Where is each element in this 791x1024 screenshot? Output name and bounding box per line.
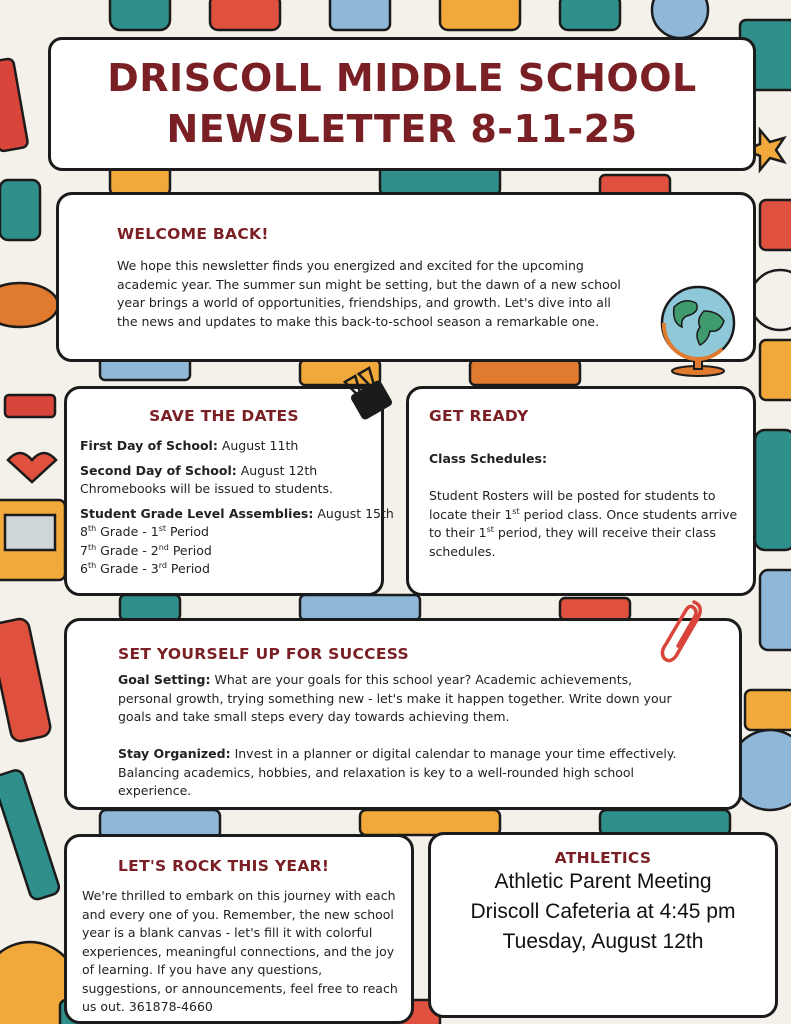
goal-setting-paragraph bbox=[118, 671, 688, 727]
assemblies-line bbox=[80, 505, 394, 524]
athletics-heading: ATHLETICS bbox=[554, 849, 652, 867]
ordinal-suffix: st bbox=[486, 524, 494, 534]
second-day-value: August 12th bbox=[240, 462, 318, 478]
get-ready-section bbox=[406, 386, 756, 596]
rock-text: We're thrilled to embark on this journey with each and every one of you. Remember, the new school year is a blank canvas - let's fill it with colorful experiences, meaningful connections, and the joy of learning. If you have any questions, suggestions, or announcements, feel free to reach us out. 361878-4660 bbox=[82, 888, 398, 1014]
save-the-dates-list bbox=[80, 437, 394, 579]
success-heading: SET YOURSELF UP FOR SUCCESS bbox=[118, 645, 409, 663]
period-suffix: nd bbox=[158, 542, 169, 552]
goal-setting-label: Goal Setting: bbox=[118, 672, 211, 687]
assembly-8th bbox=[80, 523, 385, 542]
grade-suffix: th bbox=[87, 542, 97, 552]
grade-word: Grade - bbox=[100, 542, 151, 558]
rock-heading: LET'S ROCK THIS YEAR! bbox=[118, 857, 330, 875]
athletics-meeting-title: Athletic Parent Meeting bbox=[494, 870, 712, 893]
grade-number: 8 bbox=[80, 524, 88, 539]
class-schedules-subheading: Class Schedules: bbox=[429, 451, 547, 466]
assembly-7th bbox=[80, 542, 385, 561]
binder-clip-icon bbox=[340, 366, 396, 422]
athletics-section bbox=[428, 832, 778, 1018]
stay-organized-label: Stay Organized: bbox=[118, 746, 231, 761]
athletics-meeting-date: Tuesday, August 12th bbox=[502, 930, 704, 953]
assembly-6th bbox=[80, 560, 385, 579]
period-suffix: st bbox=[158, 523, 166, 533]
header-banner bbox=[48, 37, 756, 171]
grade-number: 7 bbox=[80, 542, 88, 558]
assemblies-label: Student Grade Level Assemblies: bbox=[80, 505, 314, 521]
athletics-meeting-location: Driscoll Cafeteria at 4:45 pm bbox=[470, 900, 736, 923]
success-section bbox=[64, 618, 742, 810]
paperclip-icon bbox=[660, 596, 710, 666]
text-part: Student Rosters will be posted for students to locate their 1 bbox=[429, 488, 716, 522]
get-ready-text bbox=[429, 487, 741, 561]
second-day-label: Second Day of School: bbox=[80, 462, 237, 478]
globe-icon bbox=[652, 281, 744, 377]
newsletter-title-line1: DRISCOLL MIDDLE SCHOOL bbox=[107, 56, 697, 100]
welcome-heading: WELCOME BACK! bbox=[117, 225, 269, 243]
get-ready-heading: GET READY bbox=[429, 407, 529, 425]
text-part: period class. Once students arrive to their 1 bbox=[429, 506, 738, 540]
text-part: period, they will receive their class schedules. bbox=[429, 525, 716, 559]
welcome-section bbox=[56, 192, 756, 362]
first-day-label: First Day of School: bbox=[80, 438, 218, 453]
newsletter-title-line2: NEWSLETTER 8-11-25 bbox=[166, 107, 638, 151]
period-suffix: rd bbox=[158, 560, 167, 570]
period-word: Period bbox=[169, 524, 209, 539]
first-day-value: August 11th bbox=[221, 438, 299, 453]
period-word: Period bbox=[172, 542, 212, 558]
grade-suffix: th bbox=[87, 523, 97, 533]
welcome-text: We hope this newsletter finds you energized and excited for the upcoming academic year. The summer sun might be setting, but the dawn of a new school year brings a world of opportunities, friendships, and growth. Let's dive into all the news and updates to make this back-to-school season a remarkable one. bbox=[117, 258, 621, 329]
assemblies-value: August 15th bbox=[317, 505, 394, 521]
goal-setting-text: What are your goals for this school year? Academic achievements, personal growth, trying something new - let's make it happen together. Write down your goals and take small steps every day towards achieving them. bbox=[118, 672, 672, 724]
second-day-line bbox=[80, 462, 385, 481]
period-number: 2 bbox=[150, 542, 159, 558]
grade-suffix: th bbox=[87, 560, 97, 570]
save-the-dates-heading: SAVE THE DATES bbox=[149, 407, 299, 425]
period-number: 1 bbox=[150, 524, 159, 539]
period-word: Period bbox=[170, 561, 210, 576]
grade-number: 6 bbox=[80, 561, 88, 576]
rock-this-year-section bbox=[64, 834, 414, 1024]
period-number: 3 bbox=[150, 561, 159, 576]
ordinal-suffix: st bbox=[512, 506, 520, 516]
chromebooks-note: Chromebooks will be issued to students. bbox=[80, 481, 334, 496]
stay-organized-paragraph bbox=[118, 745, 688, 801]
stay-organized-text: Invest in a planner or digital calendar to manage your time effectively. Balancing academics, hobbies, and relaxation is key to a well-rounded high school experience. bbox=[118, 746, 677, 798]
first-day-line bbox=[80, 437, 385, 456]
grade-word: Grade - bbox=[100, 524, 151, 539]
grade-word: Grade - bbox=[100, 561, 151, 576]
save-the-dates-section bbox=[64, 386, 394, 596]
